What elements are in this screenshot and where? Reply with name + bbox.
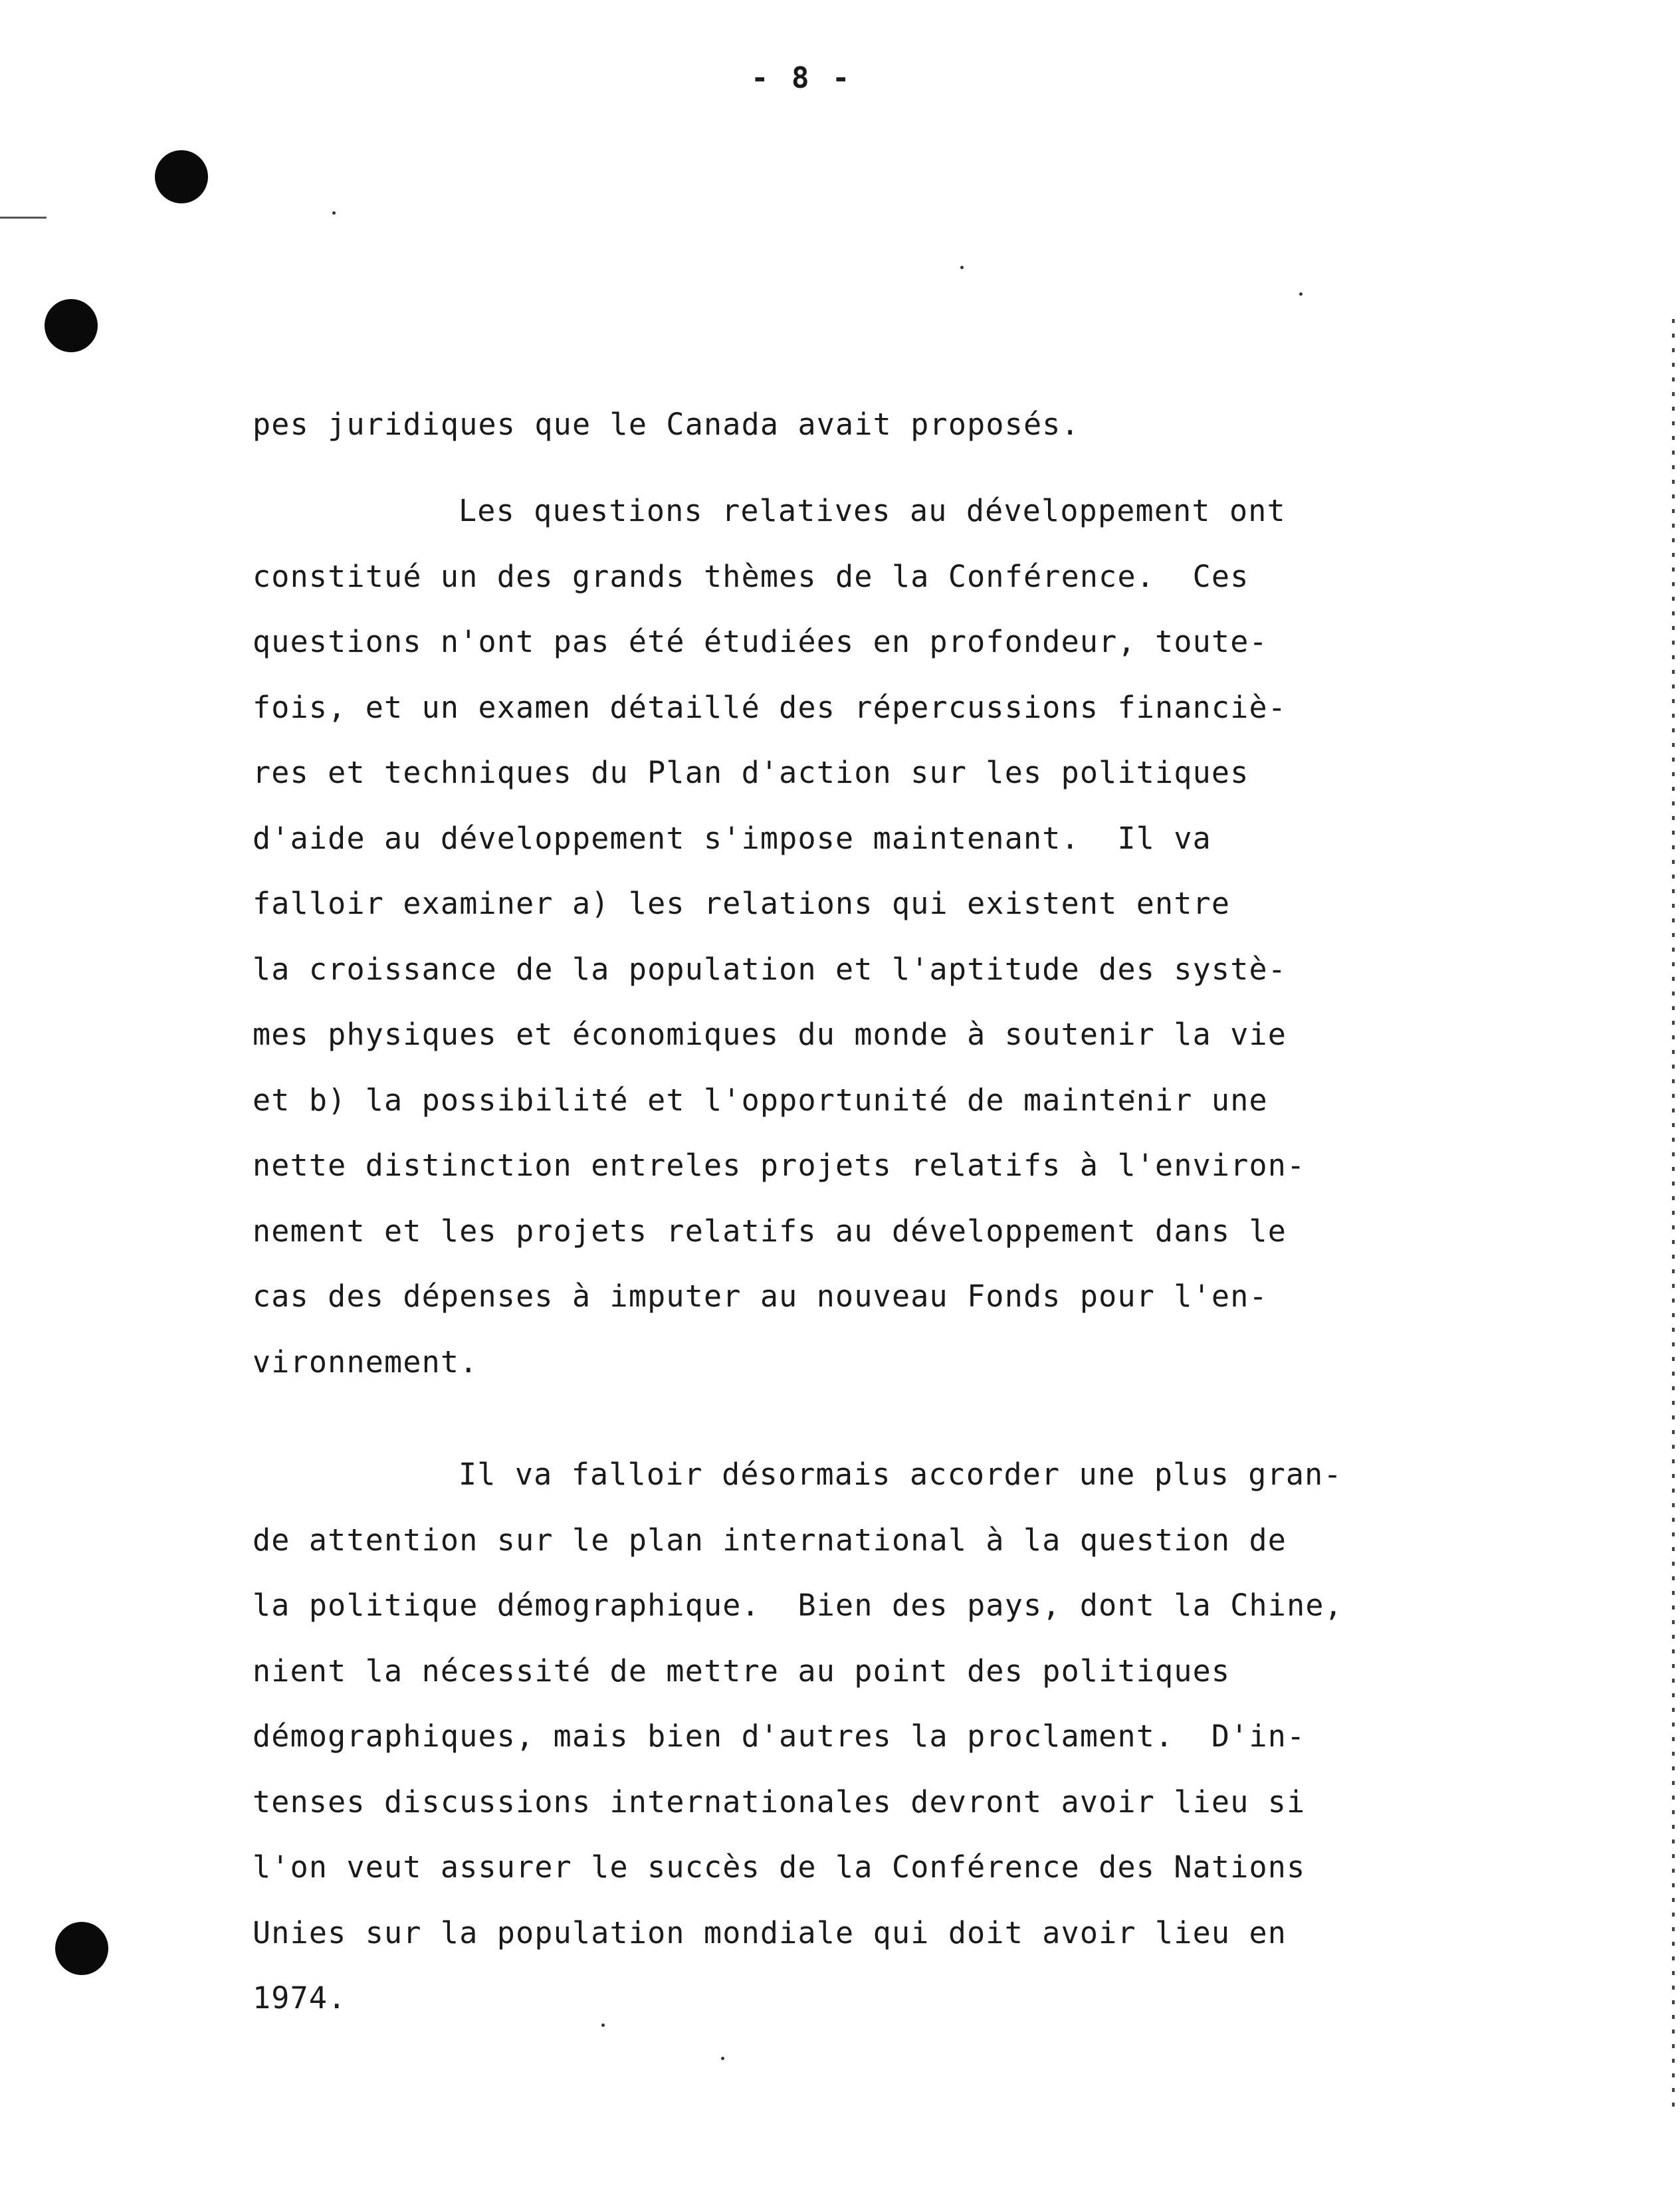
text-line: Unies sur la population mondiale qui doit avoir lieu en [253, 1915, 1287, 1950]
scan-speck [960, 266, 964, 269]
text-line: nement et les projets relatifs au développement dans le [253, 1213, 1287, 1249]
paragraph-development [253, 478, 1449, 1395]
scan-speck [1299, 292, 1303, 296]
text-line: l'on veut assurer le succès de la Conférence des Nations [253, 1849, 1306, 1885]
text-line: cas des dépenses à imputer au nouveau Fonds pour l'en- [253, 1279, 1268, 1314]
scan-edge-mark-left [0, 217, 47, 219]
text-line: Il va falloir désormais accorder une plus gran- [459, 1457, 1342, 1492]
text-line: d'aide au développement s'impose maintenant. Il va [253, 820, 1211, 856]
punch-hole-top [155, 150, 208, 203]
scan-speck [721, 2057, 724, 2060]
punch-hole-upper [45, 299, 98, 352]
paragraph-demography [253, 1442, 1449, 2032]
text-line: nette distinction entreles projets relatifs à l'environ- [253, 1148, 1306, 1183]
text-line: la croissance de la population et l'aptitude des systè- [253, 951, 1287, 987]
text-line: démographiques, mais bien d'autres la proclament. D'in- [253, 1719, 1306, 1754]
intro-fragment [253, 392, 1449, 458]
text-line: 1974. [253, 1980, 347, 2016]
text-line: pes juridiques que le Canada avait proposés. [253, 407, 1080, 442]
text-line: falloir examiner a) les relations qui existent entre [253, 886, 1231, 921]
text-line: constitué un des grands thèmes de la Conférence. Ces [253, 558, 1249, 594]
text-line: tenses discussions internationales devront avoir lieu si [253, 1784, 1306, 1820]
page-number: - 8 - [751, 61, 853, 95]
text-line: de attention sur le plan international à la question de [253, 1522, 1287, 1558]
text-line: vironnement. [253, 1344, 478, 1380]
text-line: et b) la possibilité et l'opportunité de maintenir une [253, 1082, 1268, 1118]
text-line: fois, et un examen détaillé des répercussions financiè- [253, 689, 1287, 725]
text-line: mes physiques et économiques du monde à soutenir la vie [253, 1017, 1287, 1052]
text-line: nient la nécessité de mettre au point des politiques [253, 1653, 1231, 1689]
scan-speck [332, 211, 336, 215]
punch-hole-bottom [55, 1922, 108, 1975]
text-line: la politique démographique. Bien des pays, dont la Chine, [253, 1588, 1343, 1623]
text-line: res et techniques du Plan d'action sur les politiques [253, 755, 1249, 790]
text-line: Les questions relatives au développement ont [459, 493, 1286, 528]
text-line: questions n'ont pas été étudiées en profondeur, toute- [253, 624, 1268, 659]
scan-edge-mark-right [1672, 319, 1675, 2113]
